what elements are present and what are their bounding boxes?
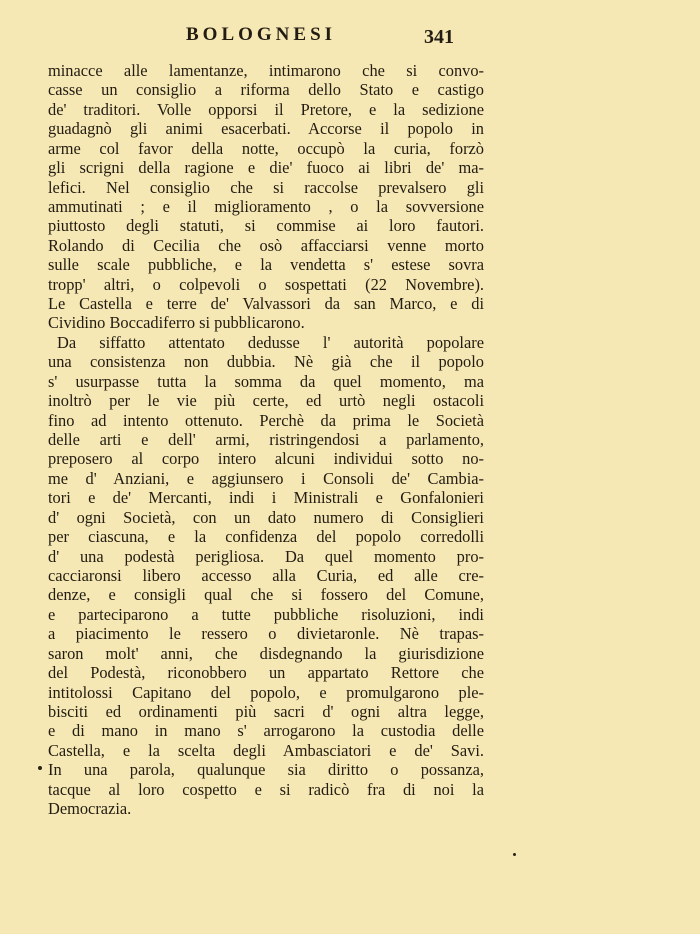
text-line: arme col favor della notte, occupò la curia, forzò: [48, 138, 484, 158]
text-line: fino ad intento ottenuto. Perchè da prima le Società: [48, 410, 484, 430]
text-line: minacce alle lamentanze, intimarono che si convo-: [48, 61, 484, 80]
margin-mark: [38, 766, 42, 770]
text-line: denze, e consigli qual che si fossero del Comune,: [48, 585, 484, 605]
text-line: casse un consiglio a riforma dello Stato e castigo: [48, 80, 484, 100]
text-line: tori e de' Mercanti, indi i Ministrali e Gonfalonieri: [48, 488, 484, 508]
text-line: guadagnò gli animi esacerbati. Accorse il popolo in: [48, 119, 484, 139]
text-line: Rolando di Cecilia che osò affacciarsi venne morto: [48, 235, 484, 255]
text-line: delle arti e dell' armi, ristringendosi a parlamento,: [48, 430, 484, 450]
text-line: tropp' altri, o colpevoli o sospettati (22 Novembre).: [48, 274, 484, 294]
text-line: a piacimento le ressero o divietaronle. Nè trapas-: [48, 624, 484, 644]
text-line: In una parola, qualunque sia diritto o possanza,: [48, 760, 484, 780]
ink-speck: [513, 853, 516, 856]
text-line: cacciaronsi libero accesso alla Curia, ed alle cre-: [48, 565, 484, 585]
text-line: de' traditori. Volle opporsi il Pretore, e la sedizione: [48, 99, 484, 119]
text-line: saron molt' anni, che disdegnando la giurisdizione: [48, 643, 484, 663]
text-line: d' ogni Società, con un dato numero di Consiglieri: [48, 507, 484, 527]
text-line: e parteciparono a tutte pubbliche risoluzioni, indi: [48, 604, 484, 624]
text-line: inoltrò per le vie più certe, ed urtò negli ostacoli: [48, 391, 484, 411]
text-line: gli scrigni della ragione e die' fuoco ai libri de' ma-: [48, 158, 484, 178]
text-line: e di mano in mano s' arrogarono la custodia delle: [48, 721, 484, 741]
text-line: Cividino Boccadiferro si pubblicarono.: [48, 313, 305, 333]
text-line: me d' Anziani, e aggiunsero i Consoli de' Cambia-: [48, 468, 484, 488]
text-line: bisciti ed ordinamenti più sacri d' ogni altra legge,: [48, 701, 484, 721]
text-line: lefici. Nel consiglio che si raccolse prevalsero gli: [48, 177, 484, 197]
page-number: 341: [424, 26, 454, 48]
text-line: sulle scale pubbliche, e la vendetta s' estese sovra: [48, 255, 484, 275]
text-line: s' usurpasse tutta la somma da quel momento, ma: [48, 371, 484, 391]
text-line: tacque al loro cospetto e si radicò fra di noi la: [48, 779, 484, 799]
text-line: ammutinati ; e il miglioramento , o la sovversione: [48, 196, 484, 216]
text-line: per ciascuna, e la confidenza del popolo corredolli: [48, 527, 484, 547]
text-line: Castella, e la scelta degli Ambasciatori e de' Savi.: [48, 740, 484, 760]
running-head: [0, 24, 700, 50]
text-line: d' una podestà perigliosa. Da quel momento pro-: [48, 546, 484, 566]
running-head-title: BOLOGNESI: [186, 24, 337, 45]
text-line: preposero al corpo intero alcuni individui sotto no-: [48, 449, 484, 469]
text-line: Da siffatto attentato dedusse l' autorità popolare: [57, 332, 484, 352]
text-line: una consistenza non dubbia. Nè già che il popolo: [48, 352, 484, 372]
text-line: Democrazia.: [48, 799, 132, 819]
text-line: piuttosto degli statuti, si commise ai loro fautori.: [48, 216, 484, 236]
text-line: intitolossi Capitano del popolo, e promulgarono ple-: [48, 682, 484, 702]
text-line: Le Castella e terre de' Valvassori da san Marco, e di: [48, 294, 484, 314]
text-line: del Podestà, riconobbero un appartato Rettore che: [48, 663, 484, 683]
body-text: [48, 61, 484, 818]
